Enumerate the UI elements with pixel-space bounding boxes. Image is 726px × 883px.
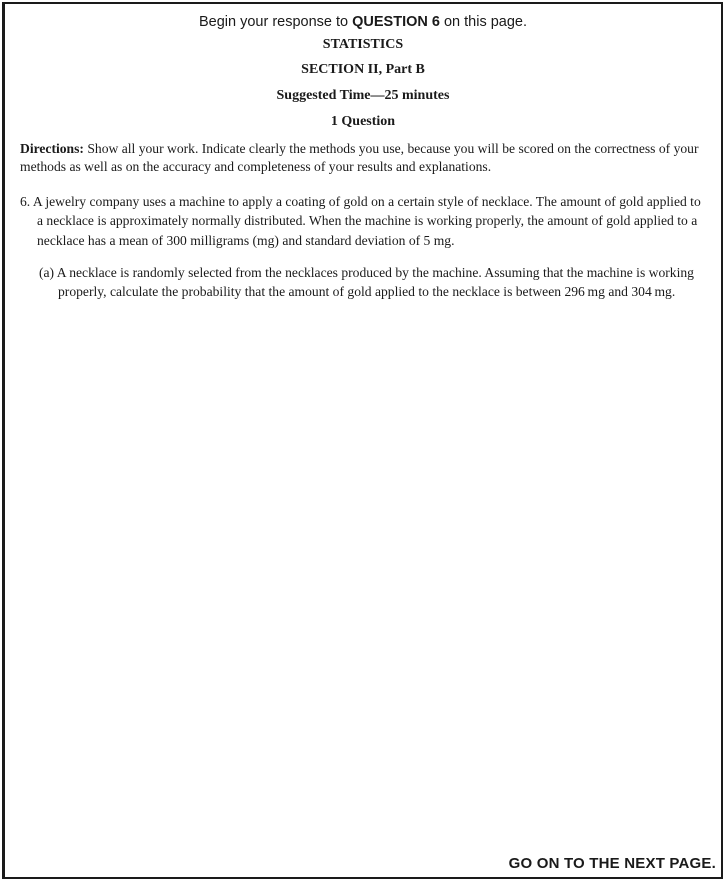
question-6 bbox=[20, 192, 709, 250]
go-on-footer: GO ON TO THE NEXT PAGE. bbox=[508, 855, 716, 872]
section-title: SECTION II, Part B bbox=[301, 62, 425, 77]
exam-title: STATISTICS bbox=[322, 37, 404, 52]
part-a-text: A necklace is randomly selected from the necklaces produced by the machine. Assuming that the machine is working properly, calculate the probability that the amount of gold applied to the necklace is between 296 mg and 304 mg. bbox=[56, 265, 694, 299]
header-suffix: on this page. bbox=[439, 14, 528, 30]
directions-label: Directions: bbox=[20, 141, 84, 156]
header-question-ref: QUESTION 6 bbox=[352, 14, 440, 30]
part-a-label: (a) bbox=[39, 265, 55, 280]
directions bbox=[20, 140, 707, 175]
question-count: 1 Question bbox=[330, 114, 396, 129]
directions-text: Show all your work. Indicate clearly the methods you use, because you will be scored on the correctness of your methods as well as on the accuracy and completeness of your results and explanations. bbox=[20, 141, 699, 174]
suggested-time: Suggested Time—25 minutes bbox=[276, 88, 450, 103]
header-prefix: Begin your response to bbox=[198, 14, 353, 30]
question-part-a bbox=[39, 263, 709, 301]
begin-response-header bbox=[5, 14, 721, 30]
page-frame bbox=[2, 2, 723, 879]
question-number: 6. bbox=[20, 194, 31, 209]
question-stem: A jewelry company uses a machine to apply a coating of gold on a certain style of necklace. The amount of gold applied to a necklace is approximately normally distributed. When the machine is working properly, the amount of gold applied to a necklace has a mean of 300 milligrams (mg) and standard deviation of 5 mg. bbox=[32, 194, 701, 248]
